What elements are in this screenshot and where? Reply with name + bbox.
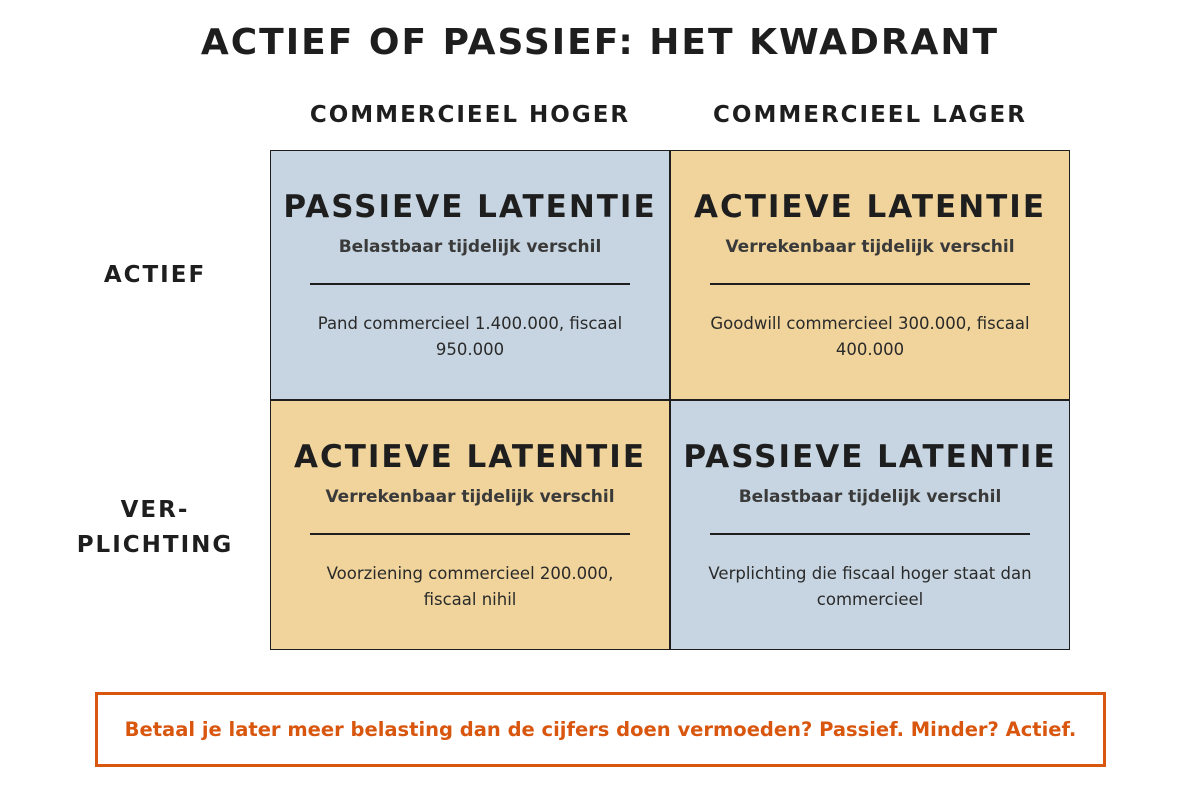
quadrant-subtitle: Belastbaar tijdelijk verschil xyxy=(338,237,602,257)
quadrant-divider xyxy=(310,283,630,285)
quadrant-grid xyxy=(270,150,1070,650)
quadrant-bottom-right xyxy=(670,400,1070,650)
column-header-commercieel-hoger: COMMERCIEEL HOGER xyxy=(309,102,631,128)
quadrant-divider xyxy=(710,533,1030,535)
row-header-verplichting: VER- PLICHTING xyxy=(76,497,234,558)
quadrant-example: Pand commercieel 1.400.000, fiscaal 950.000 xyxy=(317,314,623,359)
quadrant-title: ACTIEVE LATENTIE xyxy=(293,439,647,475)
column-header-commercieel-lager: COMMERCIEEL LAGER xyxy=(713,102,1027,128)
quadrant-divider xyxy=(310,533,630,535)
page-title: ACTIEF OF PASSIEF: HET KWADRANT xyxy=(200,22,1000,63)
quadrant-title: PASSIEVE LATENTIE xyxy=(283,189,657,225)
quadrant-title: PASSIEVE LATENTIE xyxy=(683,439,1057,475)
quadrant-bottom-left xyxy=(270,400,670,650)
quadrant-subtitle: Verrekenbaar tijdelijk verschil xyxy=(725,237,1015,257)
quadrant-example: Voorziening commercieel 200.000, fiscaal nihil xyxy=(326,564,614,609)
quadrant-top-left xyxy=(270,150,670,400)
row-header-actief: ACTIEF xyxy=(103,262,207,288)
quadrant-subtitle: Verrekenbaar tijdelijk verschil xyxy=(325,487,615,507)
quadrant-title: ACTIEVE LATENTIE xyxy=(693,189,1047,225)
footer-callout xyxy=(95,692,1106,767)
footer-callout-text: Betaal je later meer belasting dan de cijfers doen vermoeden? Passief. Minder? Actief. xyxy=(124,718,1077,741)
quadrant-divider xyxy=(710,283,1030,285)
quadrant-subtitle: Belastbaar tijdelijk verschil xyxy=(738,487,1002,507)
quadrant-example: Verplichting die fiscaal hoger staat dan commercieel xyxy=(708,564,1032,609)
quadrant-top-right xyxy=(670,150,1070,400)
quadrant-example: Goodwill commercieel 300.000, fiscaal 400.000 xyxy=(710,314,1030,359)
